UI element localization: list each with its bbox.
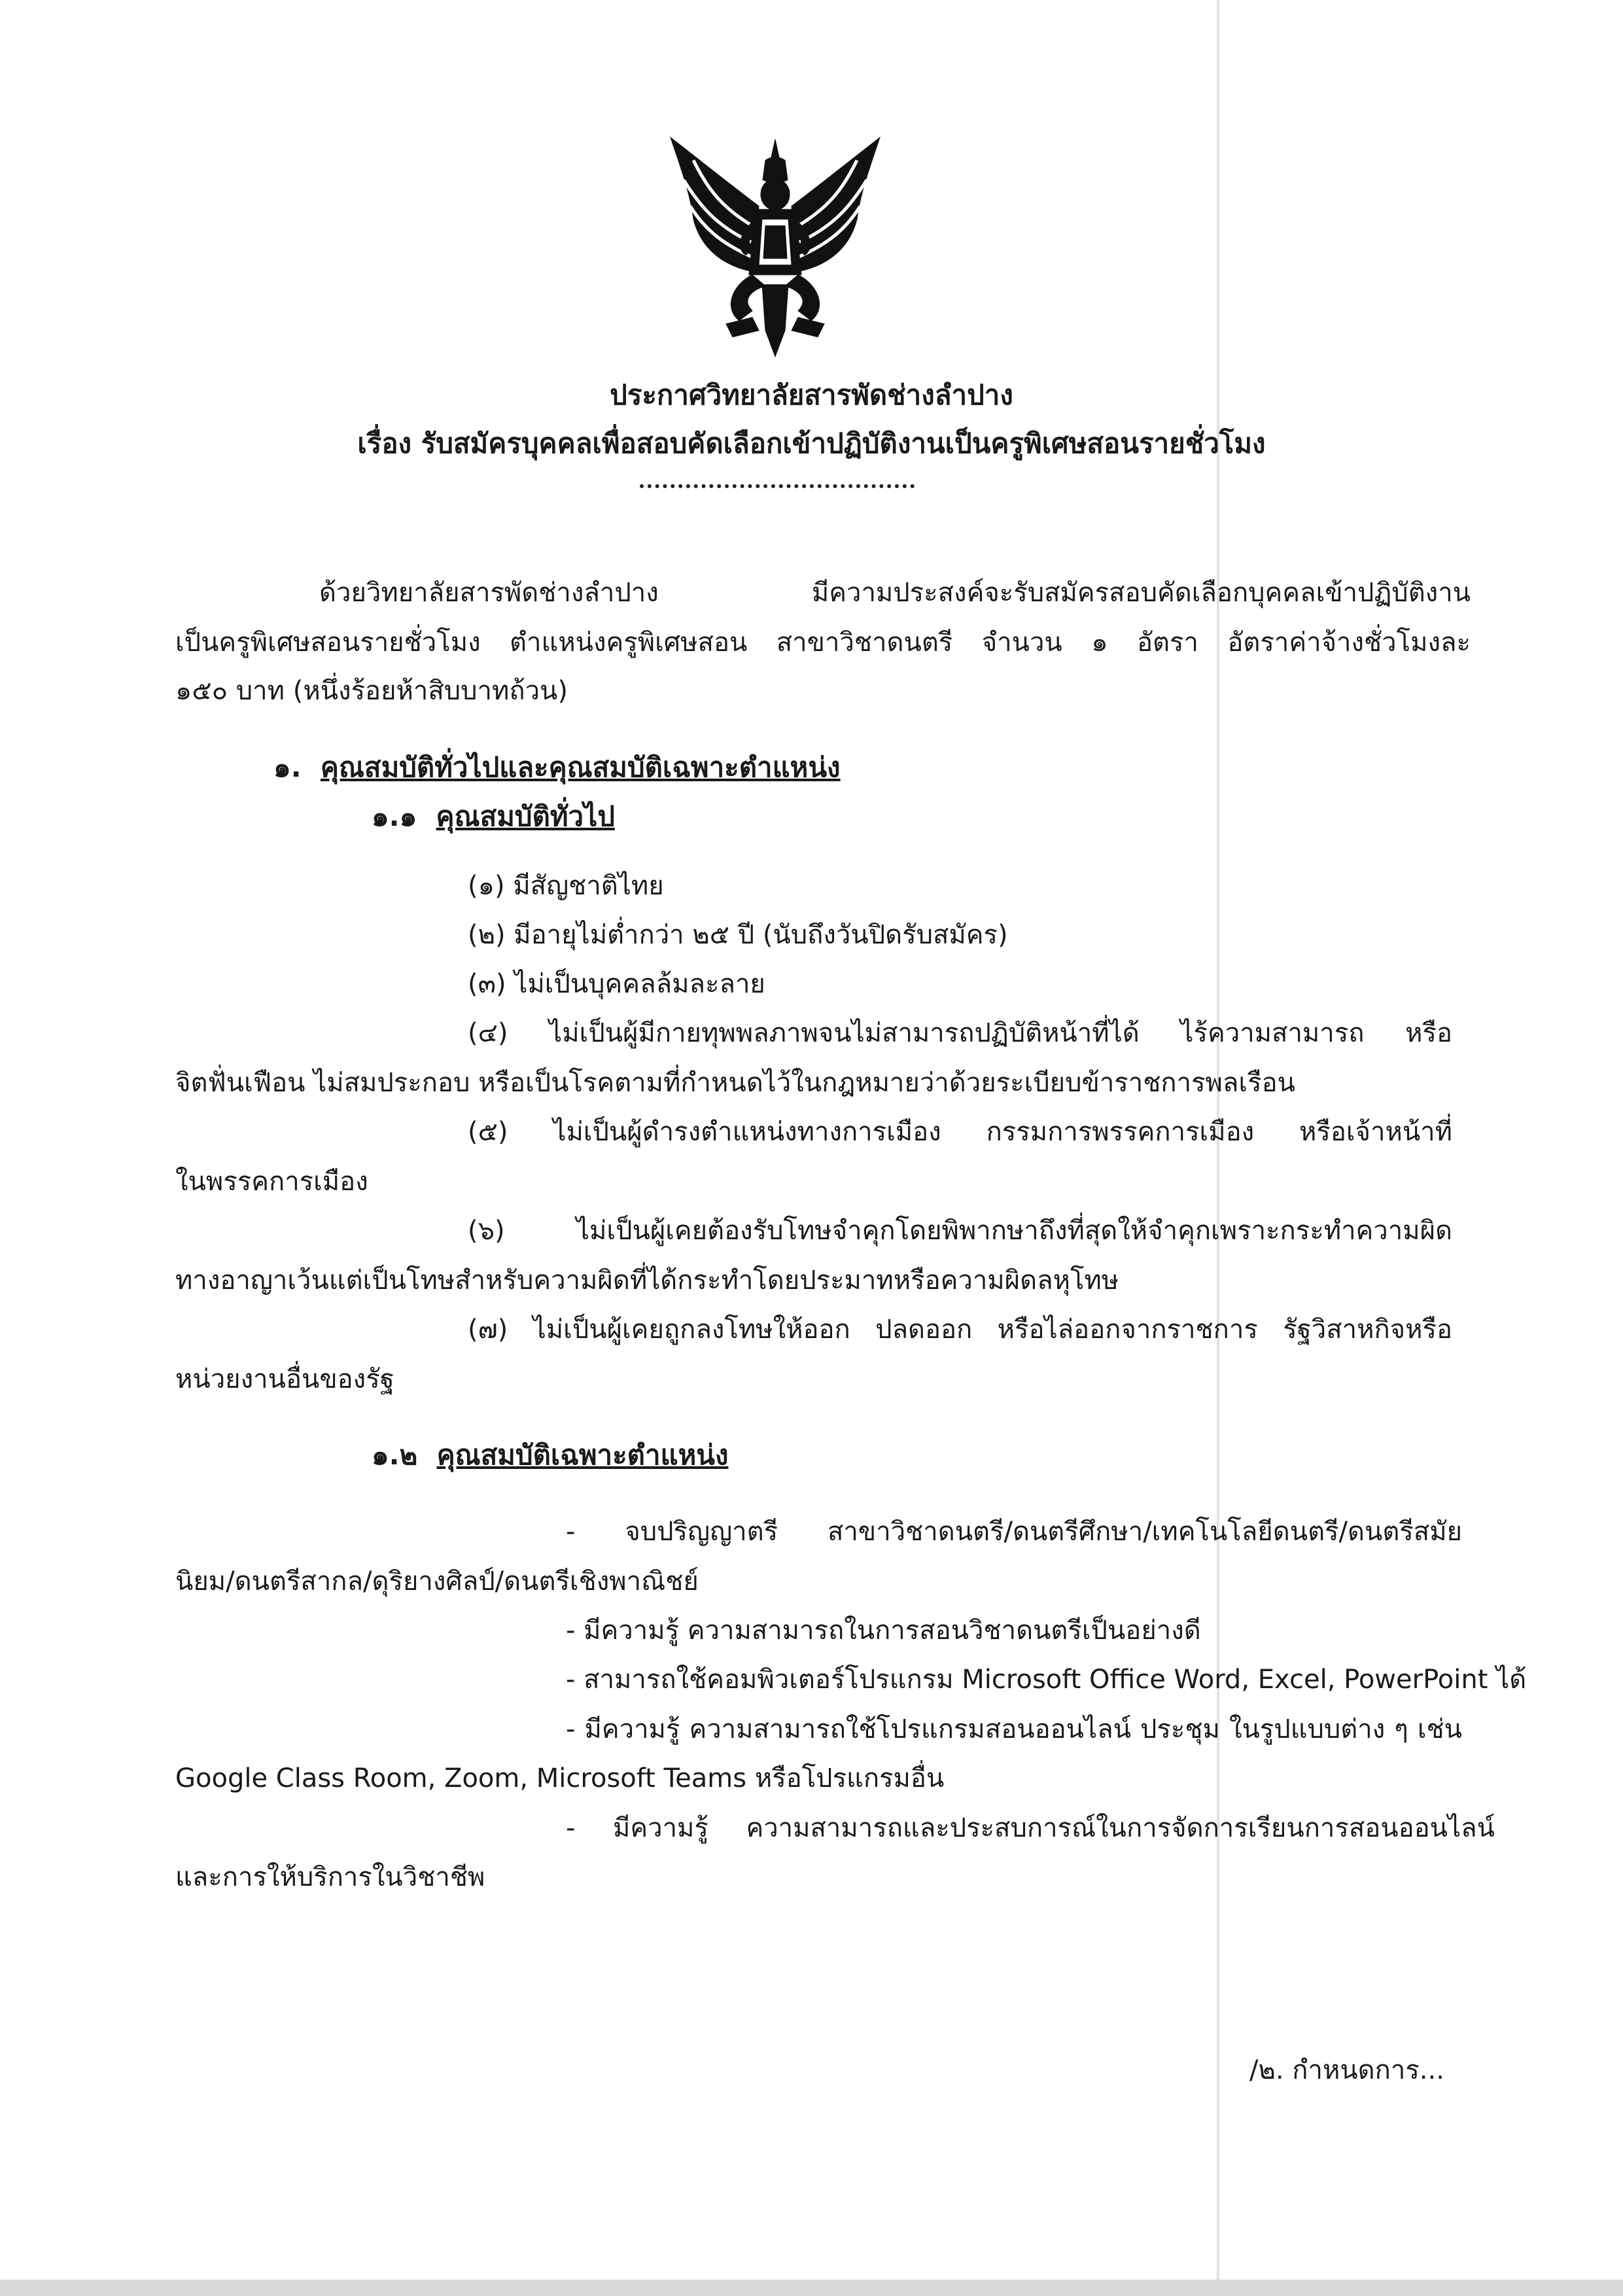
title-separator [640,484,915,488]
general-qualification-item: (๓) ไม่เป็นบุคคลล้มละลาย [468,969,765,999]
section-1-1-title: คุณสมบัติทั่วไป [436,800,615,832]
specific-qualification-item: - สามารถใช้คอมพิวเตอร์โปรแกรม Microsoft Office Word, Excel, PowerPoint ได้ [566,1665,1527,1695]
specific-qualification-item: - มีความรู้ ความสามารถและประสบการณ์ในการจัดการเรียนการสอนออนไลน์ [566,1813,1495,1843]
specific-qualification-continuation: Google Class Room, Zoom, Microsoft Teams หรือโปรแกรมอื่น [175,1763,945,1793]
general-qualification-item: (๒) มีอายุไม่ต่ำกว่า ๒๕ ปี (นับถึงวันปิดรับสมัคร) [468,920,1008,950]
announcement-subject: เรื่อง รับสมัครบุคคลเพื่อสอบคัดเลือกเข้าปฏิบัติงานเป็นครูพิเศษสอนรายชั่วโมง [357,427,1266,459]
specific-qualification-item: - จบปริญญาตรี สาขาวิชาดนตรี/ดนตรีศึกษา/เทคโนโลยีดนตรี/ดนตรีสมัย [566,1517,1462,1547]
section-1-1-heading [372,800,615,834]
specific-qualification-item: - มีความรู้ ความสามารถใช้โปรแกรมสอนออนไลน์ ประชุม ในรูปแบบต่าง ๆ เช่น [566,1714,1462,1744]
section-1-number: ๑. [273,751,302,783]
garuda-emblem-icon [654,134,896,360]
section-1-title: คุณสมบัติทั่วไปและคุณสมบัติเฉพาะตำแหน่ง [320,751,841,783]
general-qualification-item: (๗) ไม่เป็นผู้เคยถูกลงโทษให้ออก ปลดออก หรือไล่ออกจากราชการ รัฐวิสาหกิจหรือ [468,1315,1452,1345]
announcement-title: ประกาศวิทยาลัยสารพัดช่างลำปาง [610,379,1013,411]
specific-qualification-item: - มีความรู้ ความสามารถในการสอนวิชาดนตรีเป็นอย่างดี [566,1616,1201,1646]
specific-qualification-continuation: และการให้บริการในวิชาชีพ [175,1862,485,1892]
general-qualification-item: (๖) ไม่เป็นผู้เคยต้องรับโทษจำคุกโดยพิพากษาถึงที่สุดให้จำคุกเพราะกระทำความผิด [468,1216,1452,1246]
section-1-2-title: คุณสมบัติเฉพาะตำแหน่ง [436,1439,729,1471]
general-qualification-continuation: หน่วยงานอื่นของรัฐ [175,1364,394,1394]
scan-bottom-edge [0,2280,1623,2296]
general-qualification-item: (๕) ไม่เป็นผู้ดำรงตำแหน่งทางการเมือง กรรมการพรรคการเมือง หรือเจ้าหน้าที่ [468,1117,1452,1147]
section-1-2-heading [372,1438,729,1472]
section-1-2-number: ๑.๒ [372,1439,418,1471]
intro-line-1: ด้วยวิทยาลัยสารพัดช่างลำปาง มีความประสงค์จะรับสมัครสอบคัดเลือกบุคคลเข้าปฏิบัติงาน [319,578,1471,608]
intro-line-2: เป็นครูพิเศษสอนรายชั่วโมง ตำแหน่งครูพิเศษสอน สาขาวิชาดนตรี จำนวน ๑ อัตรา อัตราค่าจ้างชั่วโมงละ [175,627,1471,658]
general-qualification-continuation: จิตฟั่นเฟือน ไม่สมประกอบ หรือเป็นโรคตามที่กำหนดไว้ในกฎหมายว่าด้วยระเบียบข้าราชการพลเรือน [175,1068,1295,1098]
general-qualification-item: (๑) มีสัญชาติไทย [468,871,664,901]
continuation-note: /๒. กำหนดการ... [1249,2055,1444,2085]
section-1-heading [273,751,841,785]
general-qualification-item: (๔) ไม่เป็นผู้มีกายทุพพลภาพจนไม่สามารถปฏิบัติหน้าที่ได้ ไร้ความสามารถ หรือ [468,1018,1452,1048]
specific-qualification-continuation: นิยม/ดนตรีสากล/ดุริยางศิลป์/ดนตรีเชิงพาณิชย์ [175,1566,699,1597]
section-1-1-number: ๑.๑ [372,800,417,832]
general-qualification-continuation: ในพรรคการเมือง [175,1167,368,1197]
intro-line-3: ๑๕๐ บาท (หนึ่งร้อยห้าสิบบาทถ้วน) [175,676,568,706]
general-qualification-continuation: ทางอาญาเว้นแต่เป็นโทษสำหรับความผิดที่ได้กระทำโดยประมาทหรือความผิดลหุโทษ [175,1265,1119,1296]
